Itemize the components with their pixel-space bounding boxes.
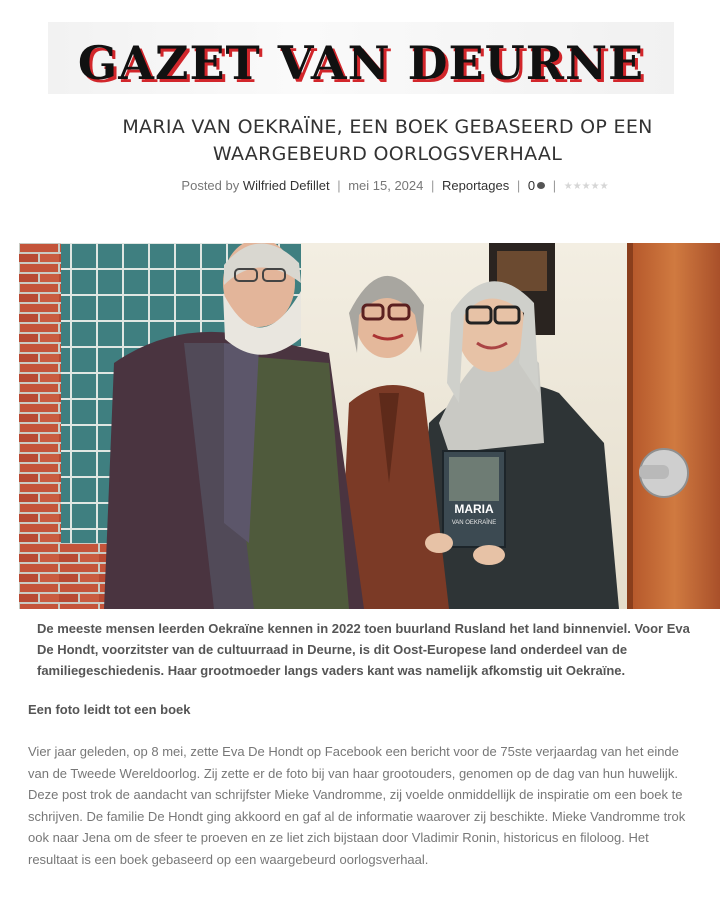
photo-illustration [19, 243, 720, 609]
book-cover-subtitle: VAN OEKRAÏNE [451, 520, 497, 526]
meta-separator: | [552, 178, 557, 193]
article-photo [19, 243, 720, 609]
comments-link[interactable] [528, 178, 545, 193]
post-meta [100, 178, 690, 193]
category-link[interactable]: Reportages [442, 178, 510, 193]
meta-separator: | [516, 178, 521, 193]
meta-separator: | [431, 178, 435, 193]
rating-stars-icon: ★★★★★ [563, 181, 609, 192]
site-logo[interactable] [48, 22, 674, 94]
post-date: mei 15, 2024 [348, 178, 424, 193]
article-title: MARIA VAN OEKRAÏNE, EEN BOEK GEBASEERD OP EEN WAARGEBEURD OORLOGSVERHAAL [122, 116, 653, 165]
comment-bubble-icon [537, 182, 545, 189]
section-heading: Een foto leidt tot een boek [28, 702, 191, 717]
author-link[interactable]: Wilfried Defillet [242, 178, 330, 193]
posted-by-label: Posted by [181, 178, 240, 193]
article-body: Vier jaar geleden, op 8 mei, zette Eva De Hondt op Facebook een bericht voor de 75ste verjaardag van het einde van de Tweede Wereldoorlog. Zij zette er de foto bij van haar grootouders, genomen op de dag van hun huwelijk. Deze post trok de aandacht van schrijfster Mieke Vandromme, zij voelde onmiddellijk de inspiratie om een boek te schrijven. De familie De Hondt ging akkoord en gaf al de informatie waarover zij beschikte. Mieke Vandromme trok ook naar Jena om de sfeer te proeven en ze liet zich bijstaan door Vladimir Ronin, historicus en filoloog. Het resultaat is een boek gebaseerd op een waargebeurd oorlogsverhaal. [28, 744, 686, 867]
book-cover-title: MARIA [454, 502, 494, 516]
comment-count: 0 [527, 178, 536, 193]
meta-separator: | [337, 178, 341, 193]
site-logo-text: GAZET VAN DEURNE [77, 36, 645, 90]
article-lead: De meeste mensen leerden Oekraïne kennen in 2022 toen buurland Rusland het land binnenviel. Voor Eva De Hondt, voorzitster van de cultuurraad in Deurne, is dit Oost-Europese land onderdeel van de familiegeschiedenis. Haar grootmoeder langs vaders kant was namelijk afkomstig uit Oekraïne. [37, 621, 690, 678]
